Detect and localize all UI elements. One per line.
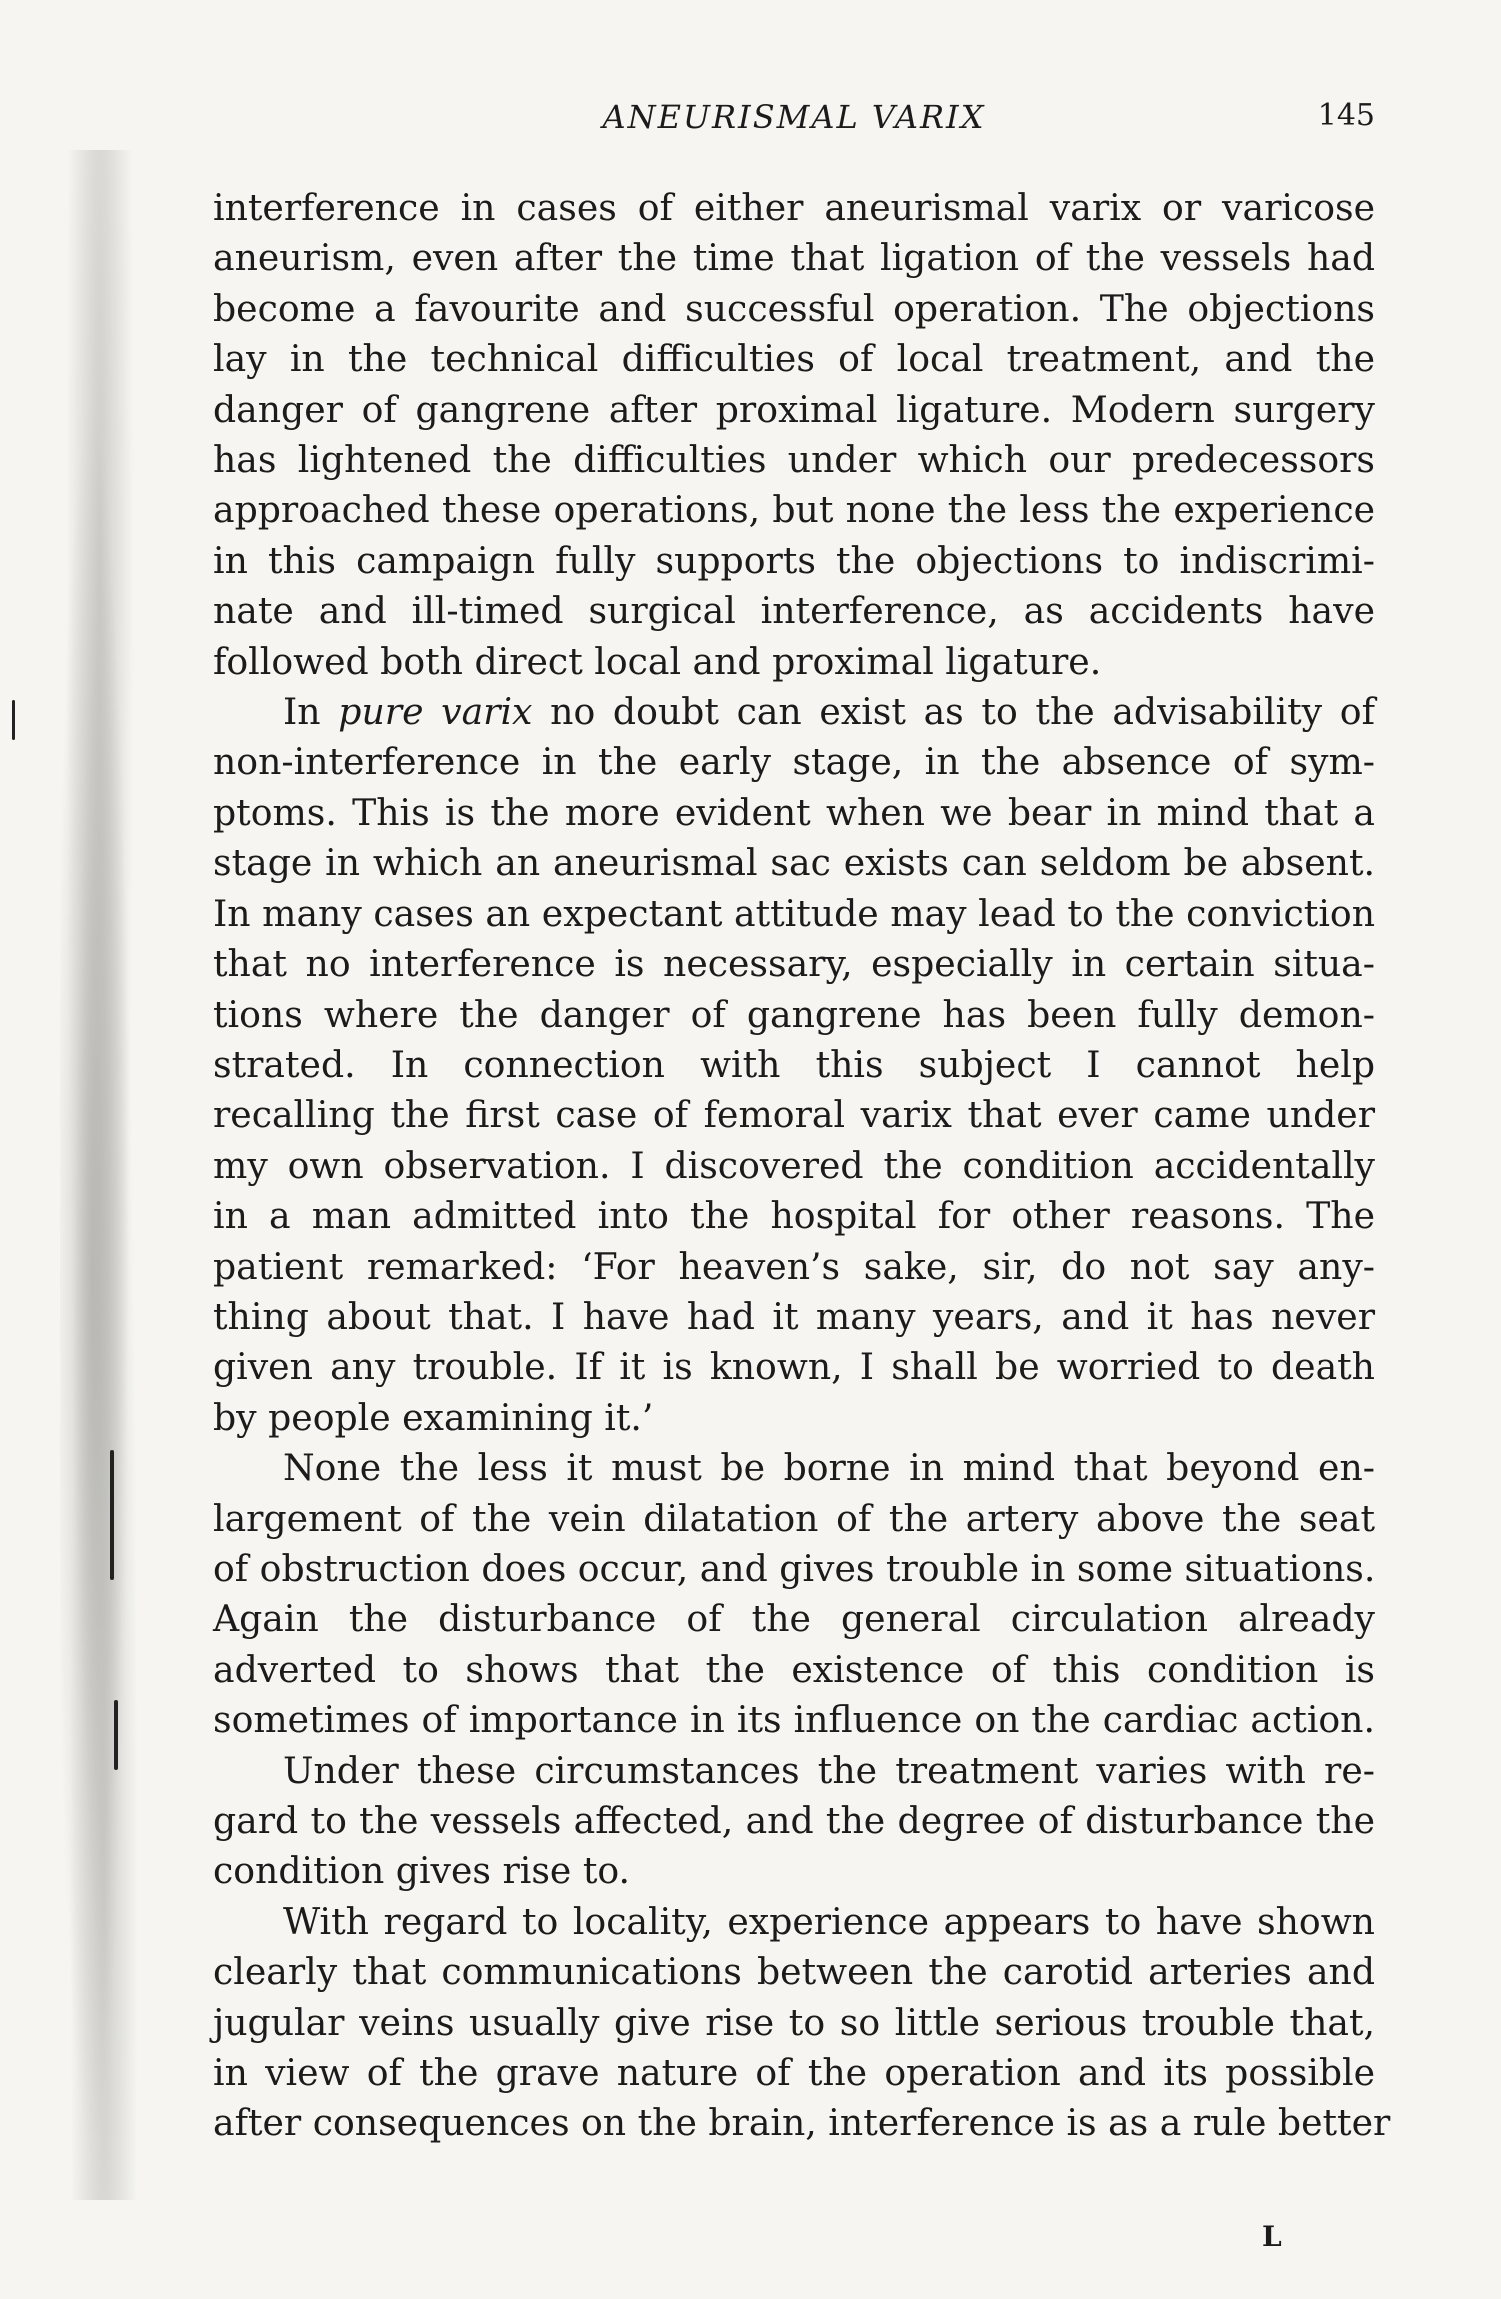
text-line: approached these operations, but none the less the experience [213, 488, 1375, 532]
paragraph [213, 687, 1375, 1443]
text-line: adverted to shows that the existence of this condition is [213, 1647, 1375, 1691]
text-line: after consequences on the brain, interference is as a rule better [213, 2101, 1391, 2145]
running-head [213, 98, 1375, 138]
text-line: gard to the vessels affected, and the degree of disturbance the [213, 1799, 1375, 1842]
text-line-rest: no doubt can exist as to the advisability of [550, 690, 1375, 734]
text-line: Again the disturbance of the general circulation already [213, 1597, 1375, 1641]
text-line: in view of the grave nature of the operation and its possible [213, 2051, 1375, 2095]
page-number: 145 [1317, 98, 1375, 133]
text-line: sometimes of importance in its influence on the cardiac action. [213, 1698, 1375, 1742]
text-line: tions where the danger of gangrene has been fully demon- [213, 992, 1375, 1036]
text-line: of obstruction does occur, and gives trouble in some situations. [213, 1546, 1376, 1590]
text-line: patient remarked: ‘For heaven’s sake, sir, do not say any- [213, 1244, 1375, 1288]
paragraph [213, 183, 1375, 687]
body-text [213, 183, 1391, 2149]
paragraph [213, 1746, 1375, 1897]
running-title: ANEURISMAL VARIX [602, 98, 986, 136]
text-line: my own observation. I discovered the condition accidentally [213, 1143, 1375, 1187]
text-line: largement of the vein dilatation of the artery above the seat [213, 1496, 1375, 1540]
text-line: nate and ill-timed surgical interference, as accidents have [213, 589, 1375, 633]
text-line: None the less it must be borne in mind that beyond en- [283, 1446, 1375, 1490]
italic-term: pure varix [338, 690, 533, 734]
text-line: strated. In connection with this subject I cannot help [213, 1042, 1375, 1086]
text-line: lay in the technical difficulties of local treatment, and the [213, 337, 1375, 381]
binding-gutter-shadow [60, 150, 140, 2200]
text-line: interference in cases of either aneurismal varix or varicose [213, 186, 1375, 229]
text-line: stage in which an aneurismal sac exists can seldom be absent. [213, 841, 1375, 885]
text-line: has lightened the difficulties under which our predecessors [213, 438, 1375, 482]
text-line: aneurism, even after the time that ligation of the vessels had [213, 236, 1375, 280]
text-line: danger of gangrene after proximal ligature. Modern surgery [213, 387, 1375, 431]
paragraph [213, 1443, 1375, 1745]
signature-mark: L [1262, 2220, 1282, 2253]
paragraph [213, 1897, 1391, 2149]
lead-in-word: In [283, 690, 321, 734]
gutter-mark [12, 700, 15, 740]
text-line: given any trouble. If it is known, I shall be worried to death [213, 1345, 1375, 1389]
text-line: non-interference in the early stage, in the absence of sym- [213, 740, 1375, 784]
text-line: become a favourite and successful operation. The objections [213, 286, 1375, 330]
text-line: in this campaign fully supports the objections to indiscrimi- [213, 538, 1375, 582]
text-line: jugular veins usually give rise to so little serious trouble that, [213, 2000, 1375, 2044]
text-line: in a man admitted into the hospital for other reasons. The [213, 1194, 1375, 1238]
gutter-mark [114, 1700, 118, 1770]
text-line: recalling the first case of femoral varix that ever came under [213, 1093, 1375, 1137]
text-line: ptoms. This is the more evident when we bear in mind that a [213, 790, 1375, 834]
text-line: clearly that communications between the carotid arteries and [213, 1950, 1375, 1994]
text-line: that no interference is necessary, especially in certain situa- [213, 942, 1375, 986]
text-line: With regard to locality, experience appears to have shown [283, 1899, 1375, 1943]
text-line: In many cases an expectant attitude may lead to the conviction [213, 891, 1375, 935]
text-line: Under these circumstances the treatment varies with re- [283, 1748, 1375, 1792]
text-line: thing about that. I have had it many years, and it has never [213, 1294, 1375, 1338]
text-line: followed both direct local and proximal ligature. [213, 639, 1102, 683]
gutter-mark [110, 1450, 114, 1580]
text-line: condition gives rise to. [213, 1849, 631, 1893]
text-line [213, 687, 1375, 737]
text-line: by people examining it.’ [213, 1395, 654, 1439]
